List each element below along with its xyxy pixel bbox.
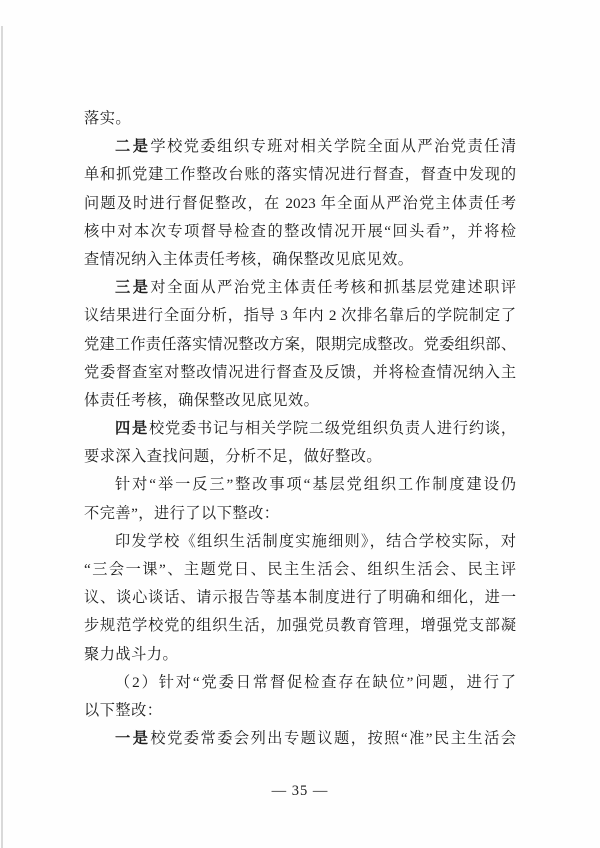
line-text: 以下整改： bbox=[84, 701, 163, 719]
text-line-19 bbox=[84, 612, 516, 640]
text-line-10 bbox=[84, 359, 516, 387]
line-text: 要求深入查找问题，分析不足，做好整改。 bbox=[84, 448, 383, 466]
paragraph-lead: 三是 bbox=[115, 279, 151, 297]
line-text: 落实。 bbox=[84, 110, 132, 127]
scan-edge-line bbox=[1, 26, 3, 848]
line-text: 针对“举一反三”整改事项“基层党组织工作制度建设仍 bbox=[115, 476, 516, 494]
line-text: 校党委书记与相关学院二级党组织负责人进行约谈， bbox=[148, 420, 516, 438]
text-line-14 bbox=[84, 471, 516, 499]
line-text: “三会一课”、主题党日、民主生活会、组织生活会、民主评 bbox=[84, 561, 516, 578]
text-line-18 bbox=[84, 584, 516, 612]
text-line-3 bbox=[84, 161, 516, 189]
text-line-11 bbox=[84, 387, 516, 415]
text-line-20 bbox=[84, 641, 516, 669]
text-line-17 bbox=[84, 556, 516, 584]
text-line-2 bbox=[84, 133, 516, 161]
paragraph-lead: 四是 bbox=[115, 420, 149, 438]
line-text: 议结果进行全面分析，指导 3 年内 2 次排名靠后的学院制定了 bbox=[84, 307, 516, 325]
line-text: （2）针对“党委日常督促检查存在缺位”问题，进行了 bbox=[115, 673, 516, 691]
text-line-12 bbox=[84, 415, 516, 443]
line-text: 党建工作责任落实情况整改方案，限期完成整改。党委组织部、 bbox=[84, 335, 516, 353]
line-text: 不完善”，进行了以下整改： bbox=[84, 504, 280, 522]
line-text: 核中对本次专项督导检查的整改情况开展“回头看”，并将检 bbox=[84, 222, 516, 240]
text-line-5 bbox=[84, 218, 516, 246]
text-line-15 bbox=[84, 500, 516, 528]
text-line-22 bbox=[84, 697, 516, 725]
text-line-13 bbox=[84, 443, 516, 471]
line-text: 学校党委组织专班对相关学院全面从严治党责任清 bbox=[150, 138, 516, 156]
page-number: — 35 — bbox=[271, 783, 329, 799]
text-line-1 bbox=[84, 105, 516, 133]
line-text: 查情况纳入主体责任考核，确保整改见底见效。 bbox=[84, 250, 414, 268]
text-line-4 bbox=[84, 190, 516, 218]
line-text: 议、谈心谈话、请示报告等基本制度进行了明确和细化，进一 bbox=[84, 589, 516, 607]
text-line-23 bbox=[84, 725, 516, 753]
line-text: 印发学校《组织生活制度实施细则》，结合学校实际，对 bbox=[115, 532, 516, 550]
line-text: 聚力战斗力。 bbox=[84, 645, 179, 663]
document-text-body bbox=[84, 105, 516, 753]
paragraph-lead: 一是 bbox=[115, 730, 151, 748]
line-text: 单和抓党建工作整改台账的落实情况进行督查，督查中发现的 bbox=[84, 166, 516, 184]
text-line-9 bbox=[84, 331, 516, 359]
text-line-8 bbox=[84, 302, 516, 330]
line-text: 步规范学校党的组织生活，加强党员教育管理，增强党支部凝 bbox=[84, 617, 516, 635]
text-line-6 bbox=[84, 246, 516, 274]
page-footer bbox=[0, 783, 600, 800]
line-text: 党委督查室对整改情况进行督查及反馈，并将检查情况纳入主 bbox=[84, 363, 516, 381]
paragraph-lead: 二是 bbox=[115, 138, 151, 156]
text-line-7 bbox=[84, 274, 516, 302]
line-text: 问题及时进行督促整改，在 2023 年全面从严治党主体责任考 bbox=[84, 194, 516, 212]
line-text: 体责任考核，确保整改见底见效。 bbox=[84, 391, 320, 409]
text-line-16 bbox=[84, 528, 516, 556]
line-text: 校党委常委会列出专题议题，按照“准”民主生活会 bbox=[150, 730, 516, 748]
text-line-21 bbox=[84, 669, 516, 697]
line-text: 对全面从严治党主体责任考核和抓基层党建述职评 bbox=[150, 279, 516, 297]
